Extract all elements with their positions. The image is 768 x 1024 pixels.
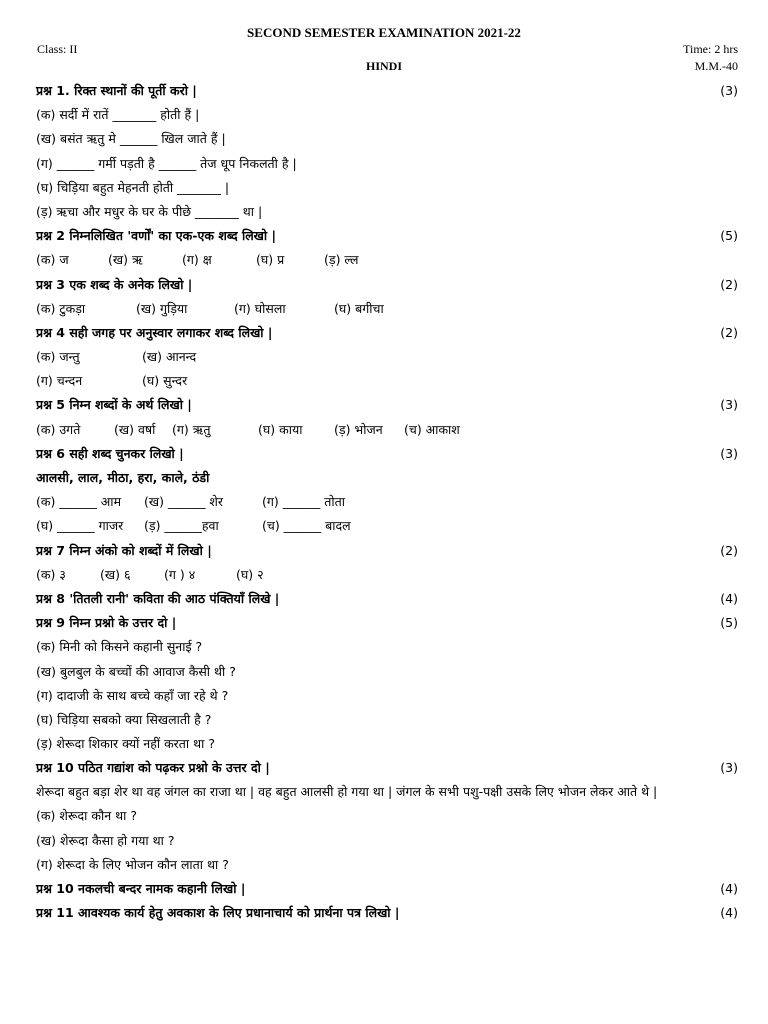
question-4 [36, 321, 738, 345]
q9-item: (घ) चिड़िया सबको क्या सिखलाती है ? [36, 711, 212, 727]
q3-option: (घ) बगीचा [334, 300, 384, 316]
q3-option: (क) टुकड़ा [36, 300, 86, 316]
question-1 [36, 79, 738, 103]
question-marks: (3) [720, 445, 738, 461]
question-marks: (3) [720, 83, 738, 98]
q1-item: (ड़) ऋचा और मधुर के घर के पीछे _______ था | [36, 203, 263, 219]
subject-label: HINDI [365, 59, 402, 73]
q10-item: (क) शेरूदा कौन था ? [36, 808, 137, 824]
passage-text: शेरूदा बहुत बड़ा शेर था वह जंगल का राजा था | वह बहुत आलसी हो गया था | जंगल के सभी पशु-पक्षी उसके लिए भोजन लेकर आते थे | [36, 784, 658, 800]
q2-option: (घ) प्र [256, 252, 285, 268]
question-marks: (2) [720, 276, 738, 292]
question-marks: (5) [720, 228, 738, 244]
exam-title: SECOND SEMESTER EXAMINATION 2021-22 [247, 25, 521, 40]
question-marks: (4) [720, 905, 738, 921]
q4-row [36, 369, 738, 393]
q2-option: (ड़) ल्ल [324, 252, 359, 268]
question-title: प्रश्न 8 'तितली रानी' कविता की आठ पंक्तियाँ लिखे | [36, 590, 280, 606]
q6-option: (घ) ______ गाजर [36, 518, 124, 534]
question-marks: (3) [720, 760, 738, 776]
q9-item: (ख) बुलबुल के बच्चों की आवाज कैसी थी ? [36, 663, 236, 679]
q1-item: (क) सर्दी में रातें _______ होती हैं | [36, 107, 200, 123]
question-title: प्रश्न 5 निम्न शब्दों के अर्थ लिखो | [36, 397, 192, 413]
questions [36, 79, 738, 925]
q2-option: (ख) ऋ [108, 252, 143, 268]
class-label: Class: II [37, 42, 78, 56]
question-6 [36, 442, 738, 466]
question-marks: (2) [720, 542, 738, 558]
q3-option: (ख) गुड़िया [136, 300, 188, 316]
q7-options [36, 563, 738, 587]
question-title: प्रश्न 7 निम्न अंको को शब्दों में लिखो | [36, 542, 212, 558]
q4-row [36, 345, 738, 369]
q4-option: (ग) चन्दन [36, 373, 83, 389]
q2-option: (क) ज [36, 252, 69, 268]
q6-word-bank: आलसी, लाल, मीठा, हरा, काले, ठंडी [36, 470, 210, 485]
question-7 [36, 539, 738, 563]
q5-option: (ख) वर्षा [114, 421, 156, 437]
q6-row [36, 514, 738, 538]
question-title: प्रश्न 6 सही शब्द चुनकर लिखो | [36, 445, 184, 461]
q4-option: (क) जन्तु [36, 349, 80, 365]
question-title: प्रश्न 3 एक शब्द के अनेक लिखो | [36, 276, 193, 292]
q4-option: (घ) सुन्दर [142, 373, 188, 389]
question-marks: (5) [720, 615, 738, 631]
question-title: प्रश्न 10 नकलची बन्दर नामक कहानी लिखो | [36, 881, 246, 896]
question-title: प्रश्न 4 सही जगह पर अनुस्वार लगाकर शब्द लिखो | [36, 324, 273, 340]
q5-options [36, 418, 738, 442]
q6-option: (ख) ______ शेर [144, 494, 224, 510]
question-10-comprehension [36, 756, 738, 780]
question-11 [36, 901, 738, 925]
question-10-story [36, 877, 738, 901]
q3-option: (ग) घोसला [234, 300, 286, 316]
q5-option: (च) आकाश [404, 421, 460, 437]
question-marks: (3) [720, 397, 738, 413]
q6-option: (च) ______ बादल [262, 518, 351, 534]
question-9 [36, 611, 738, 635]
question-title: प्रश्न 9 निम्न प्रश्नो के उत्तर दो | [36, 615, 177, 631]
question-2 [36, 224, 738, 248]
q6-option: (क) ______ आम [36, 494, 122, 510]
q2-option: (ग) क्ष [182, 252, 212, 268]
q9-item: (ग) दादाजी के साथ बच्चे कहाँ जा रहे थे ? [36, 687, 229, 703]
question-8 [36, 587, 738, 611]
q5-option: (घ) काया [258, 421, 303, 437]
question-5 [36, 393, 738, 417]
q5-option: (ग) ऋतु [172, 421, 211, 437]
max-marks-label: M.M.-40 [694, 59, 738, 73]
q7-option: (क) ३ [36, 566, 66, 582]
question-marks: (2) [720, 324, 738, 340]
question-title: प्रश्न 10 पठित गद्यांश को पढ़कर प्रश्नो के उत्तर दो | [36, 760, 270, 776]
question-title: प्रश्न 1. रिक्त स्थानों की पूर्ती करो | [36, 83, 197, 98]
question-title: प्रश्न 11 आवश्यक कार्य हेतु अवकाश के लिए प्रधानाचार्य को प्रार्थना पत्र लिखो | [36, 905, 400, 921]
q6-option: (ड़) ______हवा [144, 518, 219, 534]
q7-option: (ग ) ४ [164, 566, 196, 582]
question-marks: (4) [720, 590, 738, 606]
q4-option: (ख) आनन्द [142, 349, 197, 365]
q7-option: (घ) २ [236, 566, 264, 582]
q1-item: (ख) बसंत ऋतु मे ______ खिल जाते हैं | [36, 131, 226, 147]
question-title: प्रश्न 2 निम्नलिखित 'वर्णों' का एक-एक शब्द लिखो | [36, 228, 277, 244]
q5-option: (ड़) भोजन [334, 421, 383, 437]
q5-option: (क) उगते [36, 421, 81, 437]
q6-row [36, 490, 738, 514]
q9-item: (क) मिनी को किसने कहानी सुनाई ? [36, 639, 203, 655]
q1-item: (घ) चिड़िया बहुत मेहनती होती _______ | [36, 179, 230, 195]
q6-option: (ग) ______ तोता [262, 494, 345, 510]
question-3 [36, 273, 738, 297]
q9-item: (ड़) शेरूदा शिकार क्यों नहीं करता था ? [36, 736, 215, 752]
question-marks: (4) [720, 881, 738, 896]
q1-item: (ग) ______ गर्मी पड़ती है ______ तेज धूप निकलती है | [36, 155, 297, 171]
time-label: Time: 2 hrs [683, 42, 738, 56]
q2-options [36, 248, 738, 272]
q10-item: (ख) शेरूदा कैसा हो गया था ? [36, 832, 175, 848]
q3-options [36, 297, 738, 321]
q7-option: (ख) ६ [100, 566, 131, 582]
q10-item: (ग) शेरूदा के लिए भोजन कौन लाता था ? [36, 856, 229, 872]
